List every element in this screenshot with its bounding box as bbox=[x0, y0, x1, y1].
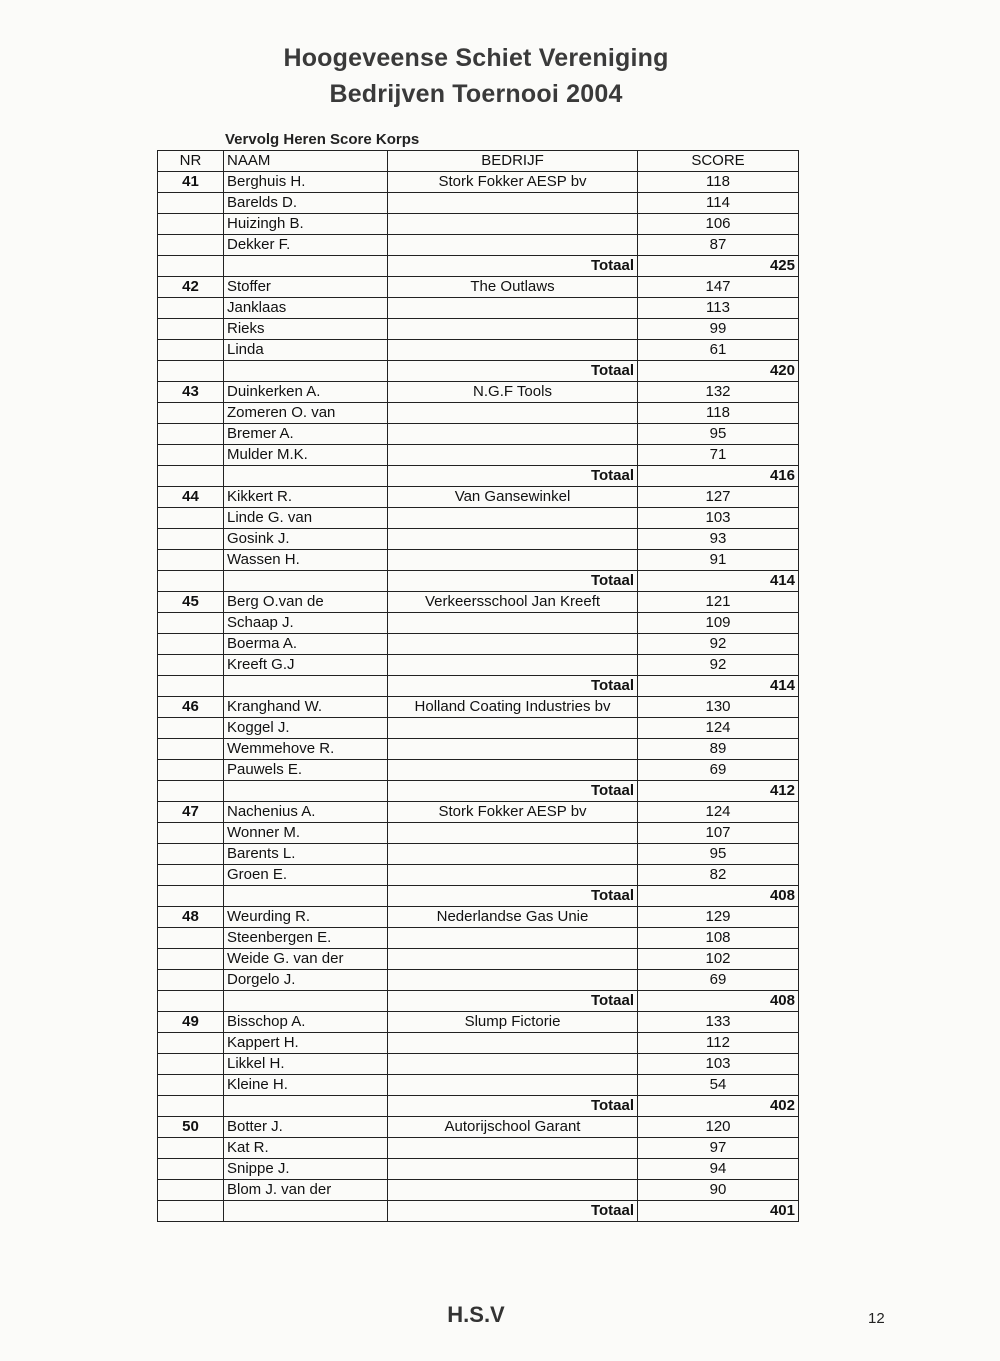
table-row bbox=[158, 1159, 799, 1180]
table-row bbox=[158, 445, 799, 466]
table-row bbox=[158, 949, 799, 970]
team-number bbox=[158, 529, 224, 550]
company-name: Autorijschool Garant bbox=[388, 1117, 638, 1138]
member-score: 69 bbox=[638, 970, 799, 991]
team-total-row bbox=[158, 1201, 799, 1222]
member-name: Kappert H. bbox=[224, 1033, 388, 1054]
total-label: Totaal bbox=[388, 781, 638, 802]
team-total-row bbox=[158, 466, 799, 487]
company-name bbox=[388, 928, 638, 949]
member-score: 113 bbox=[638, 298, 799, 319]
member-name: Weurding R. bbox=[224, 907, 388, 928]
company-name: Van Gansewinkel bbox=[388, 487, 638, 508]
company-name bbox=[388, 634, 638, 655]
member-name: Duinkerken A. bbox=[224, 382, 388, 403]
member-name: Botter J. bbox=[224, 1117, 388, 1138]
member-score: 103 bbox=[638, 508, 799, 529]
team-number bbox=[158, 1075, 224, 1096]
member-name: Barents L. bbox=[224, 844, 388, 865]
footer-org: H.S.V bbox=[447, 1302, 505, 1327]
table-row bbox=[158, 235, 799, 256]
member-score: 129 bbox=[638, 907, 799, 928]
member-score: 120 bbox=[638, 1117, 799, 1138]
table-row bbox=[158, 697, 799, 718]
column-header-bedrijf: BEDRIJF bbox=[388, 151, 638, 172]
member-score: 133 bbox=[638, 1012, 799, 1033]
member-name: Koggel J. bbox=[224, 718, 388, 739]
member-score: 99 bbox=[638, 319, 799, 340]
team-number bbox=[158, 298, 224, 319]
table-row bbox=[158, 970, 799, 991]
company-name bbox=[388, 508, 638, 529]
team-number: 45 bbox=[158, 592, 224, 613]
team-total-score: 425 bbox=[638, 256, 799, 277]
member-name: Barelds D. bbox=[224, 193, 388, 214]
team-number bbox=[158, 403, 224, 424]
member-name: Kikkert R. bbox=[224, 487, 388, 508]
table-row bbox=[158, 739, 799, 760]
member-name: Kat R. bbox=[224, 1138, 388, 1159]
empty-cell bbox=[158, 991, 224, 1012]
table-row bbox=[158, 907, 799, 928]
table-row bbox=[158, 865, 799, 886]
table-row bbox=[158, 424, 799, 445]
team-total-score: 416 bbox=[638, 466, 799, 487]
team-total-score: 408 bbox=[638, 886, 799, 907]
team-number bbox=[158, 844, 224, 865]
table-row bbox=[158, 718, 799, 739]
member-name: Wassen H. bbox=[224, 550, 388, 571]
table-row bbox=[158, 844, 799, 865]
company-name bbox=[388, 298, 638, 319]
member-name: Gosink J. bbox=[224, 529, 388, 550]
team-number: 46 bbox=[158, 697, 224, 718]
member-score: 91 bbox=[638, 550, 799, 571]
empty-cell bbox=[224, 361, 388, 382]
company-name bbox=[388, 235, 638, 256]
member-name: Schaap J. bbox=[224, 613, 388, 634]
empty-cell bbox=[158, 1201, 224, 1222]
column-header-naam: NAAM bbox=[224, 151, 388, 172]
member-score: 124 bbox=[638, 802, 799, 823]
team-number bbox=[158, 340, 224, 361]
team-total-score: 420 bbox=[638, 361, 799, 382]
member-name: Likkel H. bbox=[224, 1054, 388, 1075]
team-total-score: 408 bbox=[638, 991, 799, 1012]
table-row bbox=[158, 823, 799, 844]
empty-cell bbox=[224, 466, 388, 487]
table-row bbox=[158, 928, 799, 949]
team-total-score: 414 bbox=[638, 571, 799, 592]
team-number bbox=[158, 718, 224, 739]
team-number: 43 bbox=[158, 382, 224, 403]
column-header-score: SCORE bbox=[638, 151, 799, 172]
company-name bbox=[388, 760, 638, 781]
company-name bbox=[388, 445, 638, 466]
empty-cell bbox=[224, 256, 388, 277]
empty-cell bbox=[224, 991, 388, 1012]
team-number bbox=[158, 949, 224, 970]
member-name: Groen E. bbox=[224, 865, 388, 886]
team-number bbox=[158, 319, 224, 340]
empty-cell bbox=[158, 1096, 224, 1117]
member-name: Pauwels E. bbox=[224, 760, 388, 781]
team-number: 41 bbox=[158, 172, 224, 193]
table-row bbox=[158, 550, 799, 571]
member-score: 87 bbox=[638, 235, 799, 256]
member-score: 97 bbox=[638, 1138, 799, 1159]
team-number bbox=[158, 865, 224, 886]
team-number: 48 bbox=[158, 907, 224, 928]
company-name bbox=[388, 1054, 638, 1075]
member-score: 132 bbox=[638, 382, 799, 403]
empty-cell bbox=[158, 676, 224, 697]
team-number bbox=[158, 193, 224, 214]
member-score: 95 bbox=[638, 844, 799, 865]
company-name bbox=[388, 319, 638, 340]
team-number bbox=[158, 613, 224, 634]
team-total-row bbox=[158, 676, 799, 697]
member-score: 95 bbox=[638, 424, 799, 445]
company-name bbox=[388, 424, 638, 445]
team-number bbox=[158, 823, 224, 844]
member-name: Mulder M.K. bbox=[224, 445, 388, 466]
team-total-score: 414 bbox=[638, 676, 799, 697]
member-score: 89 bbox=[638, 739, 799, 760]
company-name: Nederlandse Gas Unie bbox=[388, 907, 638, 928]
member-score: 107 bbox=[638, 823, 799, 844]
score-table bbox=[157, 150, 799, 1222]
table-row bbox=[158, 1075, 799, 1096]
member-score: 121 bbox=[638, 592, 799, 613]
member-name: Linda bbox=[224, 340, 388, 361]
team-total-row bbox=[158, 571, 799, 592]
table-row bbox=[158, 319, 799, 340]
member-score: 92 bbox=[638, 634, 799, 655]
company-name bbox=[388, 1159, 638, 1180]
team-total-row bbox=[158, 781, 799, 802]
company-name: Stork Fokker AESP bv bbox=[388, 802, 638, 823]
team-total-row bbox=[158, 1096, 799, 1117]
table-row bbox=[158, 382, 799, 403]
member-score: 103 bbox=[638, 1054, 799, 1075]
team-total-row bbox=[158, 886, 799, 907]
member-name: Blom J. van der bbox=[224, 1180, 388, 1201]
member-name: Stoffer bbox=[224, 277, 388, 298]
member-score: 93 bbox=[638, 529, 799, 550]
document-title: Hoogeveense Schiet Vereniging bbox=[283, 44, 669, 72]
team-number bbox=[158, 739, 224, 760]
team-number bbox=[158, 235, 224, 256]
table-row bbox=[158, 655, 799, 676]
company-name bbox=[388, 1033, 638, 1054]
member-score: 112 bbox=[638, 1033, 799, 1054]
table-row bbox=[158, 214, 799, 235]
team-number bbox=[158, 1138, 224, 1159]
member-score: 147 bbox=[638, 277, 799, 298]
empty-cell bbox=[158, 361, 224, 382]
member-name: Huizingh B. bbox=[224, 214, 388, 235]
member-name: Kreeft G.J bbox=[224, 655, 388, 676]
table-caption: Vervolg Heren Score Korps bbox=[225, 131, 420, 148]
table-row bbox=[158, 298, 799, 319]
table-row bbox=[158, 1033, 799, 1054]
company-name bbox=[388, 1138, 638, 1159]
team-number bbox=[158, 970, 224, 991]
member-score: 114 bbox=[638, 193, 799, 214]
member-score: 109 bbox=[638, 613, 799, 634]
table-row bbox=[158, 1054, 799, 1075]
team-number bbox=[158, 655, 224, 676]
company-name bbox=[388, 970, 638, 991]
company-name bbox=[388, 193, 638, 214]
member-score: 92 bbox=[638, 655, 799, 676]
document-subtitle: Bedrijven Toernooi 2004 bbox=[329, 80, 623, 108]
team-number: 47 bbox=[158, 802, 224, 823]
member-score: 124 bbox=[638, 718, 799, 739]
empty-cell bbox=[158, 886, 224, 907]
member-name: Bremer A. bbox=[224, 424, 388, 445]
member-score: 127 bbox=[638, 487, 799, 508]
member-name: Bisschop A. bbox=[224, 1012, 388, 1033]
table-row bbox=[158, 802, 799, 823]
company-name bbox=[388, 1075, 638, 1096]
team-number: 49 bbox=[158, 1012, 224, 1033]
team-number bbox=[158, 634, 224, 655]
member-name: Dorgelo J. bbox=[224, 970, 388, 991]
table-row bbox=[158, 592, 799, 613]
table-row bbox=[158, 487, 799, 508]
member-score: 54 bbox=[638, 1075, 799, 1096]
total-label: Totaal bbox=[388, 886, 638, 907]
member-name: Dekker F. bbox=[224, 235, 388, 256]
empty-cell bbox=[224, 571, 388, 592]
member-name: Berg O.van de bbox=[224, 592, 388, 613]
company-name bbox=[388, 340, 638, 361]
company-name bbox=[388, 1180, 638, 1201]
team-number bbox=[158, 508, 224, 529]
team-number: 50 bbox=[158, 1117, 224, 1138]
company-name bbox=[388, 739, 638, 760]
company-name bbox=[388, 655, 638, 676]
team-number bbox=[158, 445, 224, 466]
member-name: Weide G. van der bbox=[224, 949, 388, 970]
table-row bbox=[158, 1138, 799, 1159]
company-name bbox=[388, 865, 638, 886]
team-number bbox=[158, 928, 224, 949]
member-score: 61 bbox=[638, 340, 799, 361]
total-label: Totaal bbox=[388, 676, 638, 697]
table-row bbox=[158, 634, 799, 655]
score-table-body bbox=[158, 172, 799, 1222]
member-name: Janklaas bbox=[224, 298, 388, 319]
member-score: 94 bbox=[638, 1159, 799, 1180]
company-name bbox=[388, 949, 638, 970]
empty-cell bbox=[158, 571, 224, 592]
table-row bbox=[158, 403, 799, 424]
table-row bbox=[158, 172, 799, 193]
company-name: Slump Fictorie bbox=[388, 1012, 638, 1033]
team-number bbox=[158, 1180, 224, 1201]
company-name: N.G.F Tools bbox=[388, 382, 638, 403]
company-name bbox=[388, 823, 638, 844]
member-name: Berghuis H. bbox=[224, 172, 388, 193]
company-name bbox=[388, 718, 638, 739]
company-name: Stork Fokker AESP bv bbox=[388, 172, 638, 193]
member-name: Kleine H. bbox=[224, 1075, 388, 1096]
member-score: 108 bbox=[638, 928, 799, 949]
team-number bbox=[158, 1033, 224, 1054]
page-number: 12 bbox=[868, 1310, 885, 1327]
company-name: The Outlaws bbox=[388, 277, 638, 298]
member-score: 118 bbox=[638, 172, 799, 193]
member-score: 102 bbox=[638, 949, 799, 970]
column-header-nr: NR bbox=[158, 151, 224, 172]
total-label: Totaal bbox=[388, 1096, 638, 1117]
empty-cell bbox=[158, 256, 224, 277]
empty-cell bbox=[224, 1201, 388, 1222]
table-row bbox=[158, 1117, 799, 1138]
table-row bbox=[158, 193, 799, 214]
team-number bbox=[158, 424, 224, 445]
member-name: Snippe J. bbox=[224, 1159, 388, 1180]
member-score: 130 bbox=[638, 697, 799, 718]
empty-cell bbox=[158, 466, 224, 487]
team-number bbox=[158, 1054, 224, 1075]
team-total-row bbox=[158, 991, 799, 1012]
empty-cell bbox=[224, 886, 388, 907]
total-label: Totaal bbox=[388, 991, 638, 1012]
company-name: Holland Coating Industries bv bbox=[388, 697, 638, 718]
member-name: Kranghand W. bbox=[224, 697, 388, 718]
empty-cell bbox=[158, 781, 224, 802]
empty-cell bbox=[224, 1096, 388, 1117]
member-name: Boerma A. bbox=[224, 634, 388, 655]
team-number: 42 bbox=[158, 277, 224, 298]
company-name bbox=[388, 403, 638, 424]
member-name: Linde G. van bbox=[224, 508, 388, 529]
company-name bbox=[388, 613, 638, 634]
company-name bbox=[388, 214, 638, 235]
total-label: Totaal bbox=[388, 466, 638, 487]
empty-cell bbox=[224, 676, 388, 697]
table-row bbox=[158, 613, 799, 634]
total-label: Totaal bbox=[388, 571, 638, 592]
team-total-row bbox=[158, 256, 799, 277]
company-name bbox=[388, 844, 638, 865]
table-row bbox=[158, 1012, 799, 1033]
team-number bbox=[158, 760, 224, 781]
member-score: 118 bbox=[638, 403, 799, 424]
team-number bbox=[158, 214, 224, 235]
member-score: 90 bbox=[638, 1180, 799, 1201]
total-label: Totaal bbox=[388, 1201, 638, 1222]
team-total-score: 402 bbox=[638, 1096, 799, 1117]
empty-cell bbox=[224, 781, 388, 802]
table-header-row bbox=[158, 151, 799, 172]
member-name: Steenbergen E. bbox=[224, 928, 388, 949]
member-score: 106 bbox=[638, 214, 799, 235]
total-label: Totaal bbox=[388, 256, 638, 277]
team-number bbox=[158, 1159, 224, 1180]
table-row bbox=[158, 277, 799, 298]
member-name: Nachenius A. bbox=[224, 802, 388, 823]
table-row bbox=[158, 340, 799, 361]
table-row bbox=[158, 529, 799, 550]
company-name bbox=[388, 550, 638, 571]
member-name: Wonner M. bbox=[224, 823, 388, 844]
team-total-row bbox=[158, 361, 799, 382]
table-row bbox=[158, 1180, 799, 1201]
team-number: 44 bbox=[158, 487, 224, 508]
team-total-score: 401 bbox=[638, 1201, 799, 1222]
member-score: 82 bbox=[638, 865, 799, 886]
company-name bbox=[388, 529, 638, 550]
member-name: Wemmehove R. bbox=[224, 739, 388, 760]
team-total-score: 412 bbox=[638, 781, 799, 802]
member-score: 69 bbox=[638, 760, 799, 781]
member-score: 71 bbox=[638, 445, 799, 466]
total-label: Totaal bbox=[388, 361, 638, 382]
table-row bbox=[158, 508, 799, 529]
member-name: Rieks bbox=[224, 319, 388, 340]
company-name: Verkeersschool Jan Kreeft bbox=[388, 592, 638, 613]
team-number bbox=[158, 550, 224, 571]
member-name: Zomeren O. van bbox=[224, 403, 388, 424]
table-row bbox=[158, 760, 799, 781]
